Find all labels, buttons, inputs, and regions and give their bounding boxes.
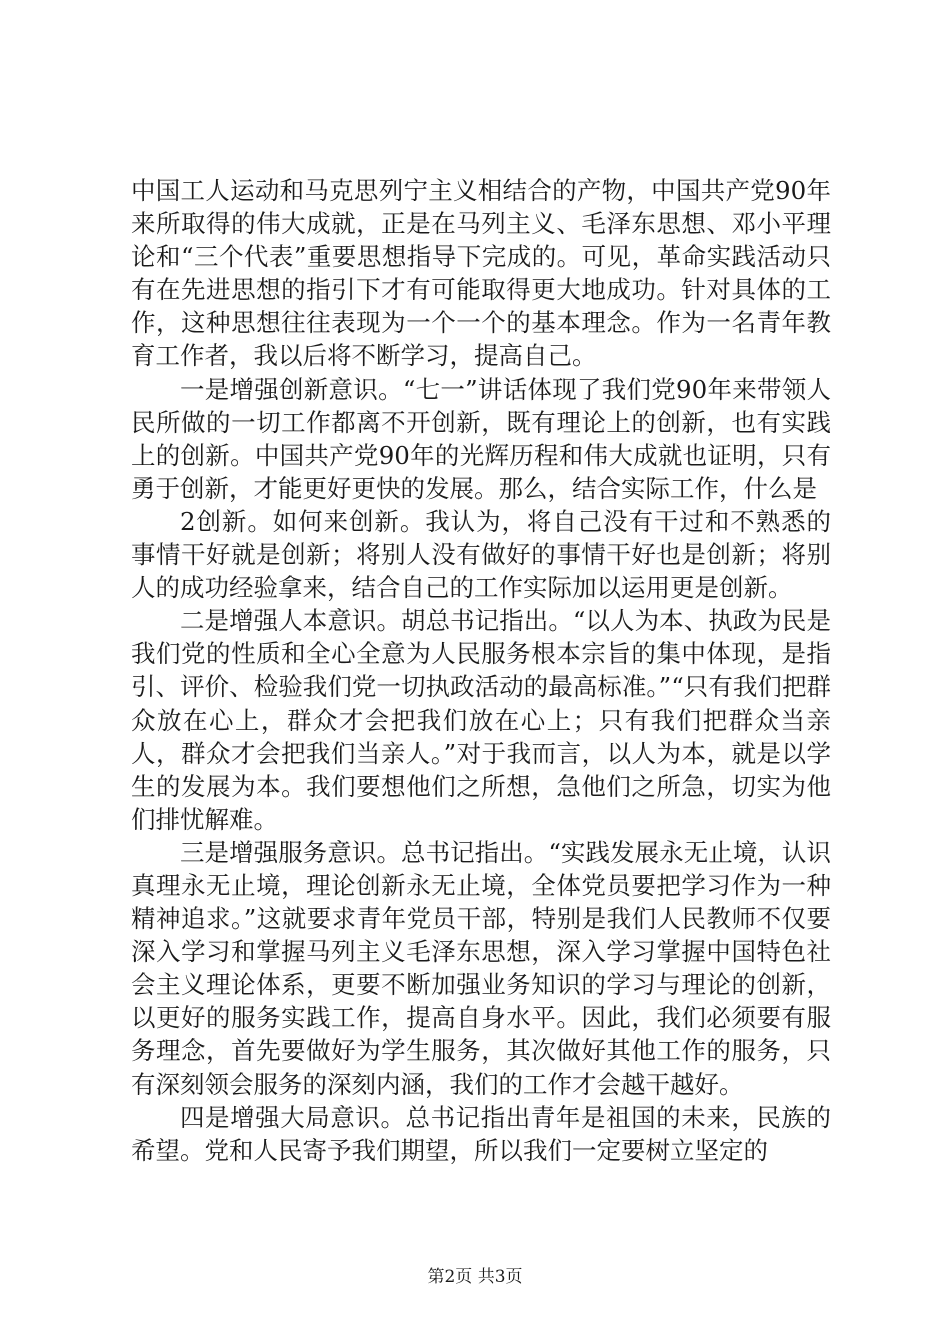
document-body — [131, 174, 831, 1167]
page-number-footer: 第2页 共3页 — [427, 1267, 523, 1287]
paragraph-continuation: 中国工人运动和马克思列宁主义相结合的产物，中国共产党90年来所取得的伟大成就，正是在马列主义、毛泽东思想、邓小平理论和“三个代表”重要思想指导下完成的。可见，革命实践活动只有在先进思想的指引下才有可能取得更大地成功。针对具体的工作，这种思想往往表现为一个一个的基本理念。作为一名青年教育工作者，我以后将不断学习，提高自己。 — [131, 176, 831, 371]
paragraph-overall-situation: 四是增强大局意识。总书记指出青年是祖国的未来，民族的希望。党和人民寄予我们期望，所以我们一定要树立坚定的 — [131, 1102, 831, 1165]
paragraph-innovation: 一是增强创新意识。“七一”讲话体现了我们党90年来带领人民所做的一切工作都离不开创新，既有理论上的创新，也有实践上的创新。中国共产党90年的光辉历程和伟大成就也证明，只有勇于创新，才能更好更快的发展。那么，结合实际工作，什么是 — [131, 374, 831, 503]
paragraph-service: 三是增强服务意识。总书记指出。“实践发展永无止境，认识真理永无止境，理论创新永无止境，全体党员要把学习作为一种精神追求。”这就要求青年党员干部，特别是我们人民教师不仅要深入学习和掌握马列主义毛泽东思想，深入学习掌握中国特色社会主义理论体系，更要不断加强业务知识的学习与理论的创新，以更好的服务实践工作，提高自身水平。因此，我们必须要有服务理念，首先要做好为学生服务，其次做好其他工作的服务，只有深刻领会服务的深刻内涵，我们的工作才会越干越好。 — [131, 837, 831, 1099]
paragraph-innovation-definition: 2创新。如何来创新。我认为，将自己没有干过和不熟悉的事情干好就是创新；将别人没有做好的事情干好也是创新；将别人的成功经验拿来，结合自己的工作实际加以运用更是创新。 — [131, 506, 831, 603]
paragraph-people-oriented: 二是增强人本意识。胡总书记指出。“以人为本、执政为民是我们党的性质和全心全意为人民服务根本宗旨的集中体现，是指引、评价、检验我们党一切执政活动的最高标准。”“只有我们把群众放在心上，群众才会把我们放在心上；只有我们把群众当亲人，群众才会把我们当亲人。”对于我而言，以人为本，就是以学生的发展为本。我们要想他们之所想，急他们之所急，切实为他们排忧解难。 — [131, 606, 831, 834]
